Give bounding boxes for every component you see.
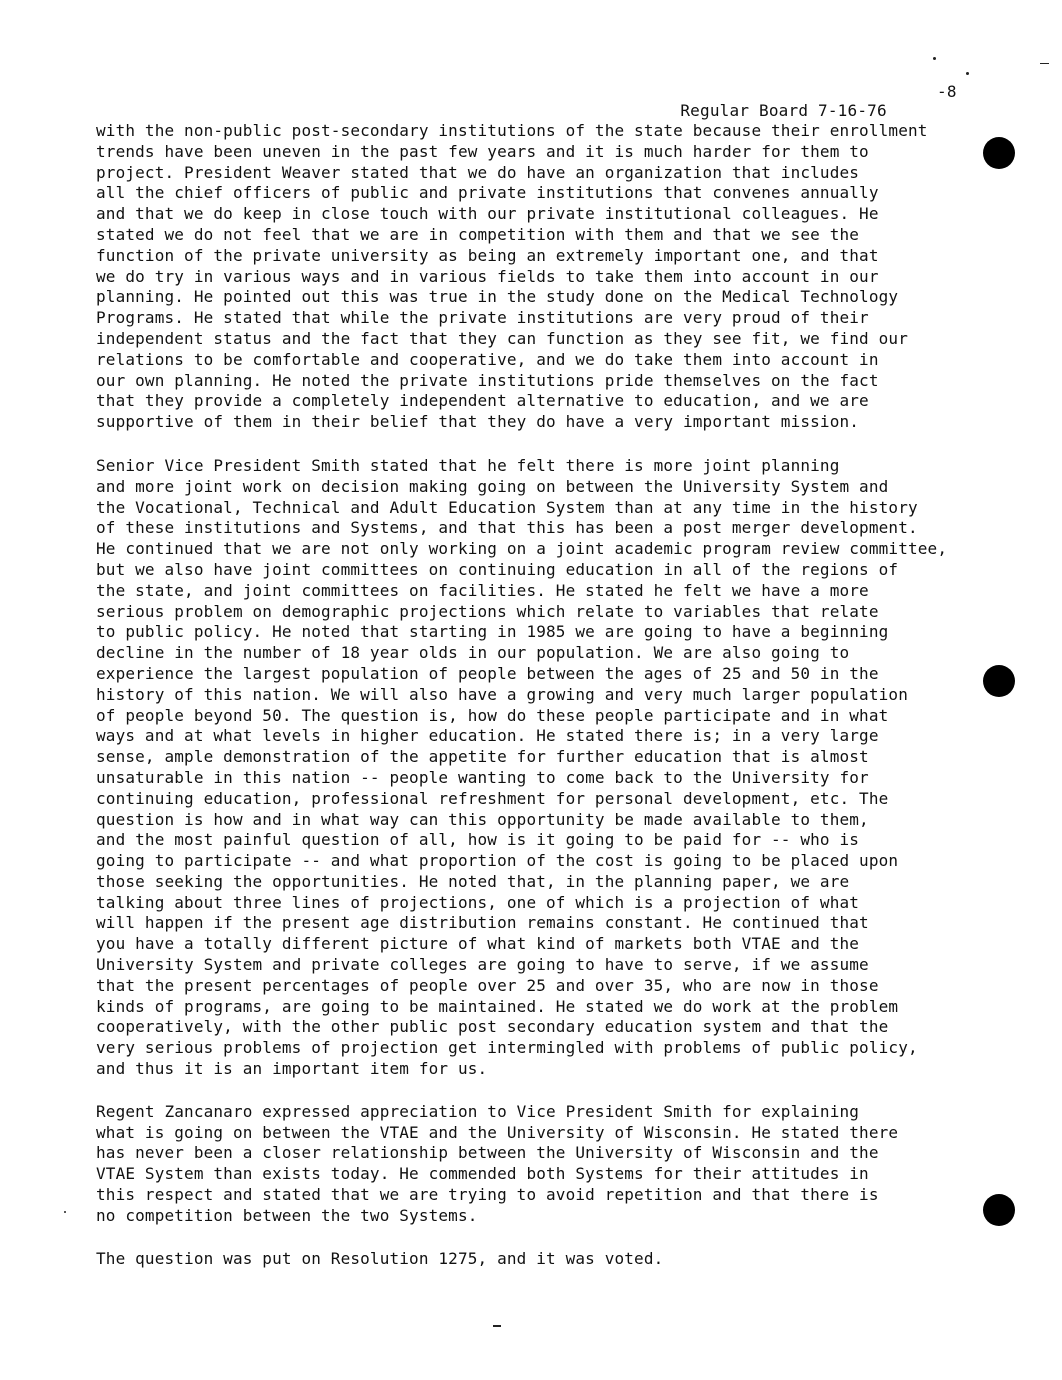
page-number: -8 <box>937 82 957 101</box>
speck-mark <box>933 57 936 60</box>
punch-hole-top <box>983 137 1015 169</box>
punch-hole-middle <box>983 665 1015 697</box>
footer-mark <box>493 1325 501 1327</box>
punch-hole-bottom <box>983 1194 1015 1226</box>
header-title: Regular Board 7-16-76 <box>680 101 887 120</box>
paragraph-weaver: with the non-public post-secondary institutions of the state because their enrollment trends have been uneven in the past few years and it is much harder for them to project. President Weaver stated that we do have an organization that includes all the chief officers of public and private institutions that convenes annually and that we do keep in close touch with our private institutional colleagues. He stated we do not feel that we are in competition with them and that we see the function of the private university as being an extremely important one, and that we do try in various ways and in various fields to take them into account in our planning. He pointed out this was true in the study done on the Medical Technology Programs. He stated that while the private institutions are very proud of their independent status and the fact that they can function as they see fit, we find our relations to be comfortable and cooperative, and we do take them into account in our own planning. He noted the private institutions pride themselves on the fact that they provide a completely independent alternative to education, and we are supportive of them in their belief that they do have a very important mission. <box>96 121 928 432</box>
speck-mark <box>64 1211 66 1213</box>
edge-mark <box>1040 63 1049 64</box>
document-body <box>96 121 1011 1269</box>
paragraph-resolution-vote: The question was put on Resolution 1275, and it was voted. <box>96 1248 664 1268</box>
paragraph-zancanaro: Regent Zancanaro expressed appreciation to Vice President Smith for explaining what is going on between the VTAE and the University of Wisconsin. He stated there has never been a closer relationship between the University of Wisconsin and the VTAE System than exists today. He commended both Systems for their attitudes in this respect and stated that we are trying to avoid repetition and that there is no competition between the two Systems. <box>96 1101 899 1225</box>
paragraph-smith: Senior Vice President Smith stated that he felt there is more joint planning and more joint work on decision making going on between the University System and the Vocational, Technical and Adult Education System than at any time in the history of these institutions and Systems, and that this has been a post merger development. He continued that we are not only working on a joint academic program review committee, but we also have joint committees on continuing education in all of the regions of the state, and joint committees on facilities. He stated he felt we have a more serious problem on demographic projections which relate to variables that relate to public policy. He noted that starting in 1985 we are going to have a beginning decline in the number of 18 year olds in our population. We are also going to experience the largest population of people between the ages of 25 and 50 in the history of this nation. We will also have a growing and very much larger population of people beyond 50. The question is, how do these people participate and in what ways and at what levels in higher education. He stated there is; in a very large sense, ample demonstration of the appetite for further education that is almost unsaturable in this nation -- people wanting to come back to the University for continuing education, professional refreshment for personal development, etc. The question is how and in what way can this opportunity be made available to them, and the most painful question of all, how is it going to be paid for -- who is going to participate -- and what proportion of the cost is going to be placed upon those seeking the opportunities. He noted that, in the planning paper, we are talking about three lines of projections, one of which is a projection of what will happen if the present age distribution remains constant. He continued that you have a totally different picture of what kind of markets both VTAE and the University System and private colleges are going to have to serve, if we assume that the present percentages of people over 25 and over 35, who are now in those kinds of programs, are going to be maintained. He stated we do work at the problem cooperatively, with the other public post secondary education system and that the very serious problems of projection get intermingled with problems of public policy, and thus it is an important item for us. <box>96 455 948 1079</box>
speck-mark <box>966 72 969 75</box>
